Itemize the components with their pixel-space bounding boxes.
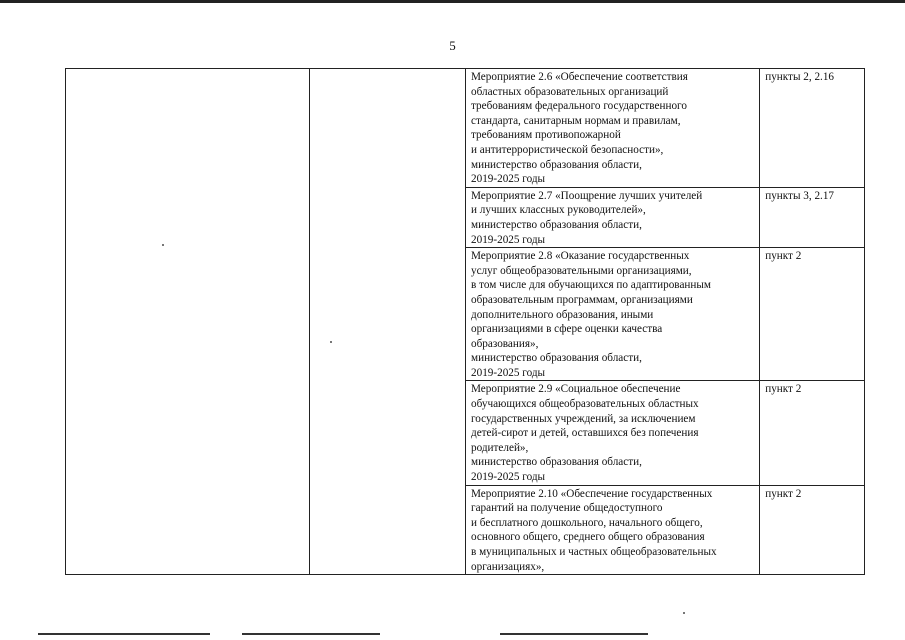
points-cell bbox=[760, 248, 865, 381]
measure-text-line: Мероприятие 2.8 «Оказание государственных bbox=[471, 250, 690, 263]
measure-text-line: Мероприятие 2.6 «Обеспечение соответствия bbox=[471, 71, 688, 83]
measure-text-line: стандарта, санитарным нормам и правилам, bbox=[471, 114, 681, 127]
measure-text-line: образования», bbox=[471, 337, 539, 350]
measure-text-line: требованиям федерального государственного bbox=[471, 100, 687, 113]
measure-text-line: основного общего, среднего общего образования bbox=[471, 531, 705, 544]
program-measures-table bbox=[65, 68, 865, 575]
scan-speck bbox=[330, 341, 332, 343]
measure-text-line: министерство образования области, bbox=[471, 352, 642, 365]
points-text: пункт 2 bbox=[765, 383, 802, 396]
measure-text-line: и бесплатного дошкольного, начального общего, bbox=[471, 516, 703, 529]
page-number: 5 bbox=[449, 38, 456, 53]
scan-speck bbox=[683, 612, 685, 614]
measure-text-line: 2019-2025 годы bbox=[471, 471, 546, 484]
measure-text-line: организациях», bbox=[471, 560, 545, 573]
measure-text-line: министерство образования области, bbox=[471, 218, 642, 231]
measure-text-line: услуг общеобразовательными организациями, bbox=[471, 264, 692, 277]
measure-cell bbox=[466, 485, 760, 575]
empty-column-1-cell bbox=[66, 69, 310, 575]
points-cell bbox=[760, 381, 865, 485]
measure-text-line: обучающихся общеобразовательных областных bbox=[471, 398, 699, 411]
measure-text-line: 2019-2025 годы bbox=[471, 366, 546, 379]
measure-text-line: министерство образования области, bbox=[471, 158, 642, 171]
empty-column-2-cell bbox=[309, 69, 465, 575]
measure-cell bbox=[466, 69, 760, 188]
measure-text-line: детей-сирот и детей, оставшихся без попечения bbox=[471, 427, 699, 440]
points-text: пункты 2, 2.16 bbox=[765, 71, 835, 83]
measure-cell bbox=[466, 248, 760, 381]
bottom-scan-line bbox=[500, 633, 648, 635]
points-text: пункт 2 bbox=[765, 250, 802, 263]
measure-text-line: Мероприятие 2.10 «Обеспечение государственных bbox=[471, 487, 713, 500]
measure-text-line: организациями в сфере оценки качества bbox=[471, 323, 663, 336]
measure-text-line: гарантий на получение общедоступного bbox=[471, 502, 663, 515]
measure-cell bbox=[466, 187, 760, 247]
measure-text-line: министерство образования области, bbox=[471, 456, 642, 469]
points-cell bbox=[760, 69, 865, 188]
points-cell bbox=[760, 485, 865, 575]
measure-text-line: требованиям противопожарной bbox=[471, 129, 621, 142]
measure-text-line: образовательным программам, организациями bbox=[471, 293, 693, 306]
bottom-scan-line bbox=[38, 633, 210, 635]
measure-text-line: родителей», bbox=[471, 441, 529, 454]
measure-text-line: дополнительного образования, иными bbox=[471, 308, 654, 321]
points-text: пункт 2 bbox=[765, 487, 802, 500]
table-row bbox=[66, 69, 865, 188]
measure-text-line: Мероприятие 2.9 «Социальное обеспечение bbox=[471, 383, 681, 396]
measure-text-line: в муниципальных и частных общеобразовательных bbox=[471, 546, 717, 558]
measure-text-line: 2019-2025 годы bbox=[471, 233, 546, 246]
measure-text-line: и лучших классных руководителей», bbox=[471, 204, 646, 217]
measure-text-line: и антитеррористической безопасности», bbox=[471, 143, 664, 156]
points-text: пункты 3, 2.17 bbox=[765, 189, 835, 202]
measure-text-line: 2019-2025 годы bbox=[471, 173, 546, 186]
scan-speck bbox=[162, 244, 164, 246]
top-border-line bbox=[0, 0, 905, 3]
measure-text-line: в том числе для обучающихся по адаптированным bbox=[471, 279, 711, 292]
measure-cell bbox=[466, 381, 760, 485]
points-cell bbox=[760, 187, 865, 247]
measure-text-line: Мероприятие 2.7 «Поощрение лучших учителей bbox=[471, 189, 703, 202]
measure-text-line: государственных учреждений, за исключением bbox=[471, 412, 696, 425]
measure-text-line: областных образовательных организаций bbox=[471, 85, 669, 98]
bottom-scan-line bbox=[242, 633, 380, 635]
